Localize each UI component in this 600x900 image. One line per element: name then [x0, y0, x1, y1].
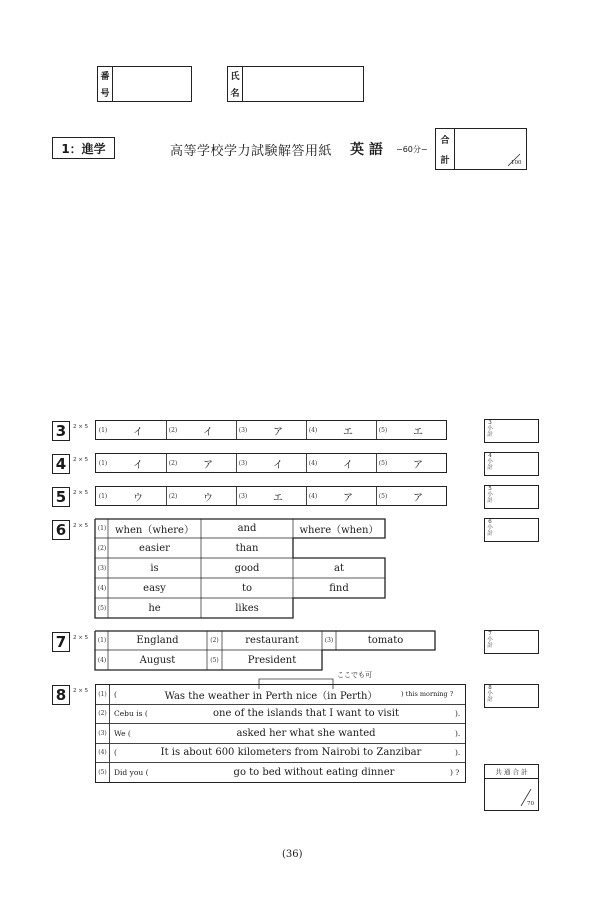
answer-cell: tomato: [367, 635, 404, 646]
answer-cell: than: [235, 543, 259, 554]
item-number: (4): [97, 657, 107, 664]
total-max-score: 100: [511, 160, 522, 166]
section-3-answer-row: [95, 420, 447, 440]
student-name-label: 氏 名: [228, 67, 243, 101]
student-number-box: [97, 66, 192, 102]
student-name-box: [227, 66, 364, 102]
item-number: (3): [324, 637, 334, 644]
item-number: (3): [97, 565, 107, 572]
prompt-prefix: Did you (: [114, 768, 149, 777]
item-number: (1): [98, 691, 107, 698]
item-number: (1): [97, 525, 107, 532]
item-number: (5): [210, 657, 219, 664]
section-4-points: 2 × 5: [73, 457, 89, 463]
answer-cell: ア: [413, 492, 423, 504]
section-4-subtotal-box: 4 小 計: [484, 452, 539, 476]
answer-cell: August: [139, 655, 176, 666]
item-number: (3): [238, 459, 248, 467]
item-number: (4): [308, 459, 318, 467]
subject-label: 英 語: [350, 142, 383, 158]
section-7-subtotal-box: 7 小 計: [484, 630, 539, 654]
answer-cell: restaurant: [245, 635, 299, 646]
item-number: (3): [98, 729, 107, 737]
section-6-number: 6: [52, 520, 70, 540]
item-number: (3): [238, 426, 248, 434]
item-number: (2): [168, 426, 178, 434]
item-number: (3): [238, 492, 248, 500]
answer-cell: ウ: [203, 492, 213, 504]
item-number: (5): [378, 426, 388, 434]
prompt-suffix: ).: [455, 748, 461, 757]
prompt-suffix: ) this morning ?: [401, 690, 454, 698]
answer-cell: イ: [133, 459, 143, 471]
answer-cell: and: [237, 523, 257, 534]
answer-cell: エ: [413, 426, 423, 438]
item-number: (1): [98, 426, 108, 434]
student-number-label: 番 号: [98, 67, 113, 101]
answer-cell: good: [234, 563, 260, 574]
section-4-answer-row: [95, 453, 447, 473]
section-5-subtotal-box: 5 小 計: [484, 485, 539, 509]
total-score-label: 合 計: [436, 129, 455, 169]
answer-cell: where（when）: [299, 525, 379, 536]
answer-cell: ア: [413, 459, 423, 471]
item-number: (5): [378, 459, 388, 467]
answer-cell: to: [241, 583, 253, 594]
section-4-number: 4: [52, 454, 70, 474]
item-number: (1): [98, 492, 108, 500]
answer-cell: easy: [143, 583, 166, 594]
page-number: (36): [282, 849, 303, 860]
item-number: (4): [97, 585, 107, 592]
answer-cell: イ: [273, 459, 283, 471]
common-total-max: 70: [527, 801, 534, 807]
alternative-position-note: ここでも可: [337, 671, 372, 679]
section-3-points: 2 × 5: [73, 424, 89, 430]
section-6-subtotal-box: 6 小 計: [484, 518, 539, 542]
answer-cell: England: [136, 635, 179, 646]
prompt-prefix: Cebu is (: [114, 709, 148, 718]
answer-cell: President: [247, 655, 297, 666]
total-score-box: [435, 128, 527, 170]
section-5-number: 5: [52, 487, 70, 507]
item-number: (5): [97, 605, 107, 612]
answer-cell: イ: [343, 459, 353, 471]
exam-type-badge: 1：進学: [52, 137, 115, 159]
prompt-suffix: ).: [455, 709, 461, 718]
answer-cell: at: [334, 563, 344, 574]
answer-cell: イ: [203, 426, 213, 438]
item-number: (2): [168, 459, 178, 467]
answer-sentence: asked her what she wanted: [236, 727, 376, 739]
item-number: (4): [308, 426, 318, 434]
answer-cell: エ: [273, 492, 283, 504]
answer-cell: is: [150, 563, 159, 574]
section-3-number: 3: [52, 421, 70, 441]
item-number: (2): [98, 710, 107, 717]
section-8-number: 8: [52, 685, 70, 705]
prompt-prefix: We (: [114, 729, 131, 738]
item-number: (5): [98, 768, 107, 776]
item-number: (2): [168, 492, 178, 500]
section-7-points: 2 × 5: [73, 635, 89, 641]
prompt-suffix: ) ?: [450, 768, 460, 777]
answer-sentence: go to bed without eating dinner: [233, 766, 395, 778]
answer-cell: find: [329, 583, 349, 594]
answer-cell: when（where）: [115, 525, 194, 536]
item-number: (2): [210, 637, 219, 644]
time-limit: −60分−: [396, 145, 428, 154]
answer-cell: easier: [139, 543, 170, 554]
item-number: (2): [97, 545, 107, 552]
answer-sentence: It is about 600 kilometers from Nairobi to Zanzibar: [160, 747, 422, 758]
sheet-title: 高等学校学力試験解答用紙: [170, 144, 333, 159]
answer-cell: イ: [133, 426, 143, 438]
item-number: (4): [308, 492, 318, 500]
prompt-prefix: (: [114, 748, 117, 757]
section-8-subtotal-box: 8 小 計: [484, 684, 539, 708]
common-total-label: 共 通 合 計: [485, 765, 538, 779]
answer-cell: ア: [343, 492, 353, 504]
item-number: (1): [97, 637, 107, 644]
item-number: (5): [378, 492, 388, 500]
answer-sentence: one of the islands that I want to visit: [213, 708, 399, 719]
answer-cell: ア: [273, 426, 283, 438]
common-total-box: [484, 764, 539, 811]
section-5-answer-row: [95, 486, 447, 506]
prompt-prefix: (: [114, 690, 117, 699]
item-number: (1): [98, 459, 108, 467]
prompt-suffix: ).: [455, 729, 461, 738]
answer-sentence: Was the weather in Perth nice（in Perth）: [164, 691, 378, 702]
answer-cell: he: [148, 603, 161, 614]
answer-cell: エ: [343, 426, 353, 438]
section-7-number: 7: [52, 632, 70, 652]
answer-cell: likes: [235, 603, 259, 614]
section-5-points: 2 × 5: [73, 490, 89, 496]
section-6-points: 2 × 5: [73, 523, 89, 529]
section-3-subtotal-box: 3 小 計: [484, 419, 539, 443]
section-8-points: 2 × 5: [73, 688, 89, 694]
answer-cell: ア: [203, 459, 213, 471]
answer-cell: ウ: [133, 492, 143, 504]
item-number: (4): [98, 749, 107, 756]
section-8-answer-table: [95, 684, 466, 783]
